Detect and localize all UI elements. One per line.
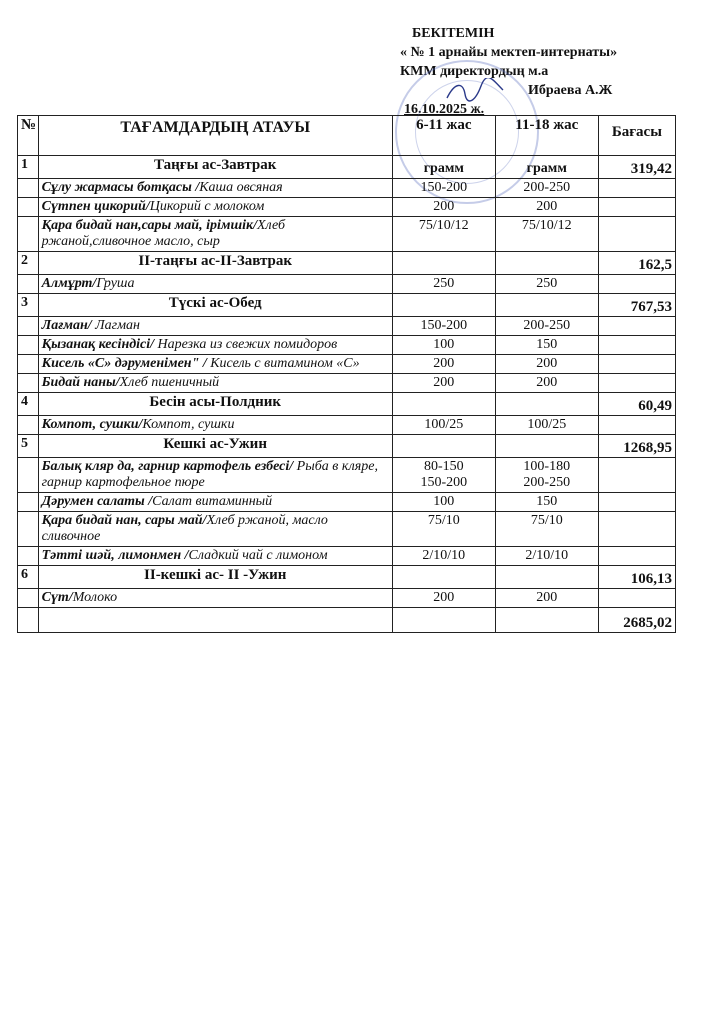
- portion-6-11: [392, 217, 495, 252]
- dish-name-ru: Нарезка из свежих помидоров: [157, 337, 338, 352]
- dish-name: [38, 374, 392, 393]
- total-row: [18, 608, 676, 633]
- portion-6-11: [392, 336, 495, 355]
- meal-name: Түскі ас-Обед: [38, 294, 392, 317]
- total-empty-cell: [495, 608, 598, 633]
- portion-6-11: [392, 198, 495, 217]
- dish-price-cell: [598, 512, 675, 547]
- meal-name: ІІ-кешкі ас- ІІ -Ужин: [38, 566, 392, 589]
- portion-6-11: [392, 512, 495, 547]
- dish-name: [38, 458, 392, 493]
- dish-name-ru: Сладкий чай с лимоном: [188, 548, 328, 563]
- dish-name-ru: Груша: [96, 276, 135, 291]
- portion-11-18: [495, 589, 598, 608]
- portion-value: 150-200: [420, 318, 468, 333]
- portion-value: 75/10: [530, 513, 563, 528]
- dish-name-separator: /: [253, 218, 257, 233]
- portion-11-18: [495, 217, 598, 252]
- unit-label: [392, 435, 495, 458]
- portion-value: 250: [433, 276, 455, 291]
- approval-title: БЕКІТЕМІН: [412, 26, 495, 41]
- dish-name-kz: Сүтпен цикорий: [41, 199, 146, 214]
- dish-name-separator: /: [191, 180, 200, 195]
- portion-value: 2/10/10: [422, 548, 466, 563]
- dish-name-ru: Хлеб ржаной,сливочное масло, сыр: [41, 218, 286, 249]
- dish-name-separator: /: [150, 337, 158, 352]
- header-age-6-11: 6-11 жас: [392, 116, 495, 156]
- meal-name: Бесін асы-Полдник: [38, 393, 392, 416]
- dish-price-cell: [598, 275, 675, 294]
- portion-11-18: [495, 416, 598, 435]
- total-empty-cell: [38, 608, 392, 633]
- portion-value: 150-200: [420, 180, 468, 195]
- dish-row: [18, 179, 676, 198]
- header-dish-name: ТАҒАМДАРДЫҢ АТАУЫ: [38, 116, 392, 156]
- portion-value: 75/10/12: [418, 218, 469, 233]
- dish-name-ru: Рыба в кляре, гарнир картофельное пюре: [41, 459, 378, 490]
- approval-signer: Ибраева А.Ж: [528, 83, 613, 98]
- dish-price-cell: [598, 458, 675, 493]
- dish-price-cell: [598, 317, 675, 336]
- dish-name-ru: Хлеб ржаной, масло сливочное: [41, 513, 328, 544]
- meal-name: Кешкі ас-Ужин: [38, 435, 392, 458]
- dish-number-cell: [18, 493, 39, 512]
- dish-name-separator: /: [202, 513, 207, 528]
- header-age-11-18: 11-18 жас: [495, 116, 598, 156]
- meal-number: 5: [18, 435, 39, 458]
- dish-row: [18, 589, 676, 608]
- unit-label: грамм: [495, 156, 598, 179]
- dish-name: [38, 547, 392, 566]
- meal-number: 1: [18, 156, 39, 179]
- dish-price-cell: [598, 416, 675, 435]
- dish-number-cell: [18, 217, 39, 252]
- portion-11-18: [495, 547, 598, 566]
- dish-name-kz: Қара бидай нан, сары май: [41, 513, 203, 528]
- meal-price: 1268,95: [598, 435, 675, 458]
- portion-value: 150: [536, 494, 558, 509]
- portion-6-11: [392, 374, 495, 393]
- dish-row: [18, 493, 676, 512]
- dish-number-cell: [18, 374, 39, 393]
- portion-6-11: [392, 355, 495, 374]
- portion-value: 75/10/12: [521, 218, 572, 233]
- dish-number-cell: [18, 355, 39, 374]
- portion-6-11: [392, 547, 495, 566]
- dish-name-ru: Кисель с витамином «С»: [210, 356, 360, 371]
- dish-name-ru: Компот, сушки: [142, 417, 235, 432]
- dish-row: [18, 275, 676, 294]
- meal-number: 3: [18, 294, 39, 317]
- dish-name-separator: /: [145, 199, 150, 214]
- table-header-row: [18, 116, 676, 156]
- total-price: 2685,02: [598, 608, 675, 633]
- meal-row: [18, 156, 676, 179]
- meal-price: 60,49: [598, 393, 675, 416]
- dish-price-cell: [598, 374, 675, 393]
- unit-label: [495, 566, 598, 589]
- portion-6-11: [392, 317, 495, 336]
- meal-name: ІІ-таңғы ас-ІІ-Завтрак: [38, 252, 392, 275]
- portion-11-18: [495, 336, 598, 355]
- dish-number-cell: [18, 275, 39, 294]
- portion-value: 200: [433, 356, 455, 371]
- dish-number-cell: [18, 547, 39, 566]
- dish-name-separator: /: [138, 417, 143, 432]
- portion-value: 200: [536, 590, 558, 605]
- meal-row: [18, 294, 676, 317]
- dish-name-kz: Тәтті шәй, лимонмен: [41, 548, 182, 563]
- dish-name: [38, 317, 392, 336]
- portion-6-11: [392, 493, 495, 512]
- portion-value: 250: [536, 276, 558, 291]
- unit-label: [392, 393, 495, 416]
- portion-value: 200: [433, 199, 455, 214]
- dish-name-kz: Бидай наны: [41, 375, 116, 390]
- portion-value: 200: [433, 590, 455, 605]
- dish-price-cell: [598, 589, 675, 608]
- dish-name-ru: Лагман: [95, 318, 140, 333]
- dish-name-ru: Каша овсяная: [199, 180, 283, 195]
- dish-number-cell: [18, 512, 39, 547]
- portion-value: 100/25: [527, 417, 567, 432]
- portion-value: 200-250: [523, 318, 571, 333]
- portion-value: 75/10: [427, 513, 460, 528]
- dish-name: [38, 179, 392, 198]
- unit-label: грамм: [392, 156, 495, 179]
- dish-row: [18, 416, 676, 435]
- approval-date: 16.10.2025 ж.: [404, 102, 485, 117]
- portion-11-18: [495, 179, 598, 198]
- dish-name-separator: /: [87, 318, 96, 333]
- dish-name: [38, 217, 392, 252]
- dish-row: [18, 336, 676, 355]
- portion-value: 2/10/10: [525, 548, 569, 563]
- dish-name-kz: Алмұрт: [41, 276, 93, 291]
- dish-row: [18, 374, 676, 393]
- meal-row: [18, 252, 676, 275]
- unit-label: [495, 393, 598, 416]
- dish-name-separator: /: [115, 375, 120, 390]
- dish-name-kz: Қара бидай нан,сары май, ірімшік: [41, 218, 254, 233]
- dish-price-cell: [598, 179, 675, 198]
- unit-label: [495, 252, 598, 275]
- dish-name-kz: Сұлу жармасы ботқасы: [41, 180, 192, 195]
- portion-value: 100-180: [523, 459, 571, 474]
- dish-price-cell: [598, 493, 675, 512]
- dish-name: [38, 275, 392, 294]
- portion-11-18: [495, 198, 598, 217]
- unit-label: [392, 252, 495, 275]
- meal-price: 767,53: [598, 294, 675, 317]
- portion-value: 100/25: [424, 417, 464, 432]
- dish-row: [18, 512, 676, 547]
- dish-name: [38, 493, 392, 512]
- dish-name: [38, 512, 392, 547]
- portion-value: 80-150: [423, 459, 464, 474]
- dish-number-cell: [18, 317, 39, 336]
- portion-11-18: [495, 458, 598, 493]
- approval-position: КММ директордың м.а: [400, 64, 549, 79]
- total-empty-cell: [18, 608, 39, 633]
- portion-11-18: [495, 374, 598, 393]
- dish-row: [18, 547, 676, 566]
- dish-name-ru: Цикорий с молоком: [149, 199, 265, 214]
- header-number: №: [18, 116, 39, 156]
- dish-price-cell: [598, 198, 675, 217]
- approval-school: « № 1 арнайы мектеп-интернаты»: [400, 45, 618, 60]
- dish-name-kz: Кисель «С» дәруменімен": [41, 356, 200, 371]
- meal-row: [18, 393, 676, 416]
- dish-number-cell: [18, 458, 39, 493]
- dish-number-cell: [18, 589, 39, 608]
- dish-row: [18, 458, 676, 493]
- dish-name-ru: Салат витаминный: [152, 494, 273, 509]
- portion-11-18: [495, 512, 598, 547]
- dish-name: [38, 198, 392, 217]
- portion-6-11: [392, 275, 495, 294]
- header-price: Бағасы: [598, 116, 675, 156]
- portion-11-18: [495, 275, 598, 294]
- dish-price-cell: [598, 355, 675, 374]
- dish-number-cell: [18, 336, 39, 355]
- meal-price: 106,13: [598, 566, 675, 589]
- dish-name: [38, 416, 392, 435]
- meal-number: 4: [18, 393, 39, 416]
- dish-name-ru: Молоко: [72, 590, 118, 605]
- unit-label: [392, 566, 495, 589]
- portion-value: 150-200: [420, 475, 468, 490]
- portion-value: 200: [536, 199, 558, 214]
- portion-6-11: [392, 589, 495, 608]
- dish-number-cell: [18, 198, 39, 217]
- meal-row: [18, 566, 676, 589]
- dish-number-cell: [18, 179, 39, 198]
- portion-11-18: [495, 317, 598, 336]
- dish-price-cell: [598, 217, 675, 252]
- dish-name-separator: /: [199, 356, 211, 371]
- dish-name-kz: Дәрумен салаты: [41, 494, 149, 509]
- dish-row: [18, 355, 676, 374]
- dish-price-cell: [598, 547, 675, 566]
- dish-name: [38, 336, 392, 355]
- dish-name-separator: /: [181, 548, 189, 563]
- portion-value: 150: [536, 337, 558, 352]
- portion-value: 100: [433, 494, 455, 509]
- portion-value: 200-250: [523, 475, 571, 490]
- portion-value: 200: [536, 356, 558, 371]
- dish-name-separator: /: [68, 590, 73, 605]
- meal-name: Таңғы ас-Завтрак: [38, 156, 392, 179]
- dish-name-separator: /: [289, 459, 297, 474]
- meal-price: 319,42: [598, 156, 675, 179]
- portion-6-11: [392, 416, 495, 435]
- meal-row: [18, 435, 676, 458]
- unit-label: [392, 294, 495, 317]
- portion-11-18: [495, 493, 598, 512]
- dish-name-kz: Сүт: [41, 590, 69, 605]
- dish-name: [38, 589, 392, 608]
- meal-number: 6: [18, 566, 39, 589]
- dish-name-kz: Балық кляр да, гарнир картофель езбесі: [41, 459, 290, 474]
- dish-row: [18, 317, 676, 336]
- dish-name-separator: /: [92, 276, 97, 291]
- portion-value: 200: [536, 375, 558, 390]
- portion-value: 100: [433, 337, 455, 352]
- dish-row: [18, 198, 676, 217]
- dish-name-kz: Лағман: [41, 318, 88, 333]
- dish-row: [18, 217, 676, 252]
- meal-price: 162,5: [598, 252, 675, 275]
- menu-table: [17, 115, 676, 633]
- dish-name-kz: Қызанақ кесіндісі: [41, 337, 151, 352]
- portion-11-18: [495, 355, 598, 374]
- signature-mark: [445, 78, 505, 104]
- dish-name: [38, 355, 392, 374]
- dish-number-cell: [18, 416, 39, 435]
- total-empty-cell: [392, 608, 495, 633]
- dish-name-ru: Хлеб пшеничный: [119, 375, 220, 390]
- portion-6-11: [392, 458, 495, 493]
- dish-name-kz: Компот, сушки: [41, 417, 139, 432]
- unit-label: [495, 294, 598, 317]
- portion-value: 200: [433, 375, 455, 390]
- dish-price-cell: [598, 336, 675, 355]
- dish-name-separator: /: [148, 494, 153, 509]
- meal-number: 2: [18, 252, 39, 275]
- unit-label: [495, 435, 598, 458]
- portion-6-11: [392, 179, 495, 198]
- portion-value: 200-250: [523, 180, 571, 195]
